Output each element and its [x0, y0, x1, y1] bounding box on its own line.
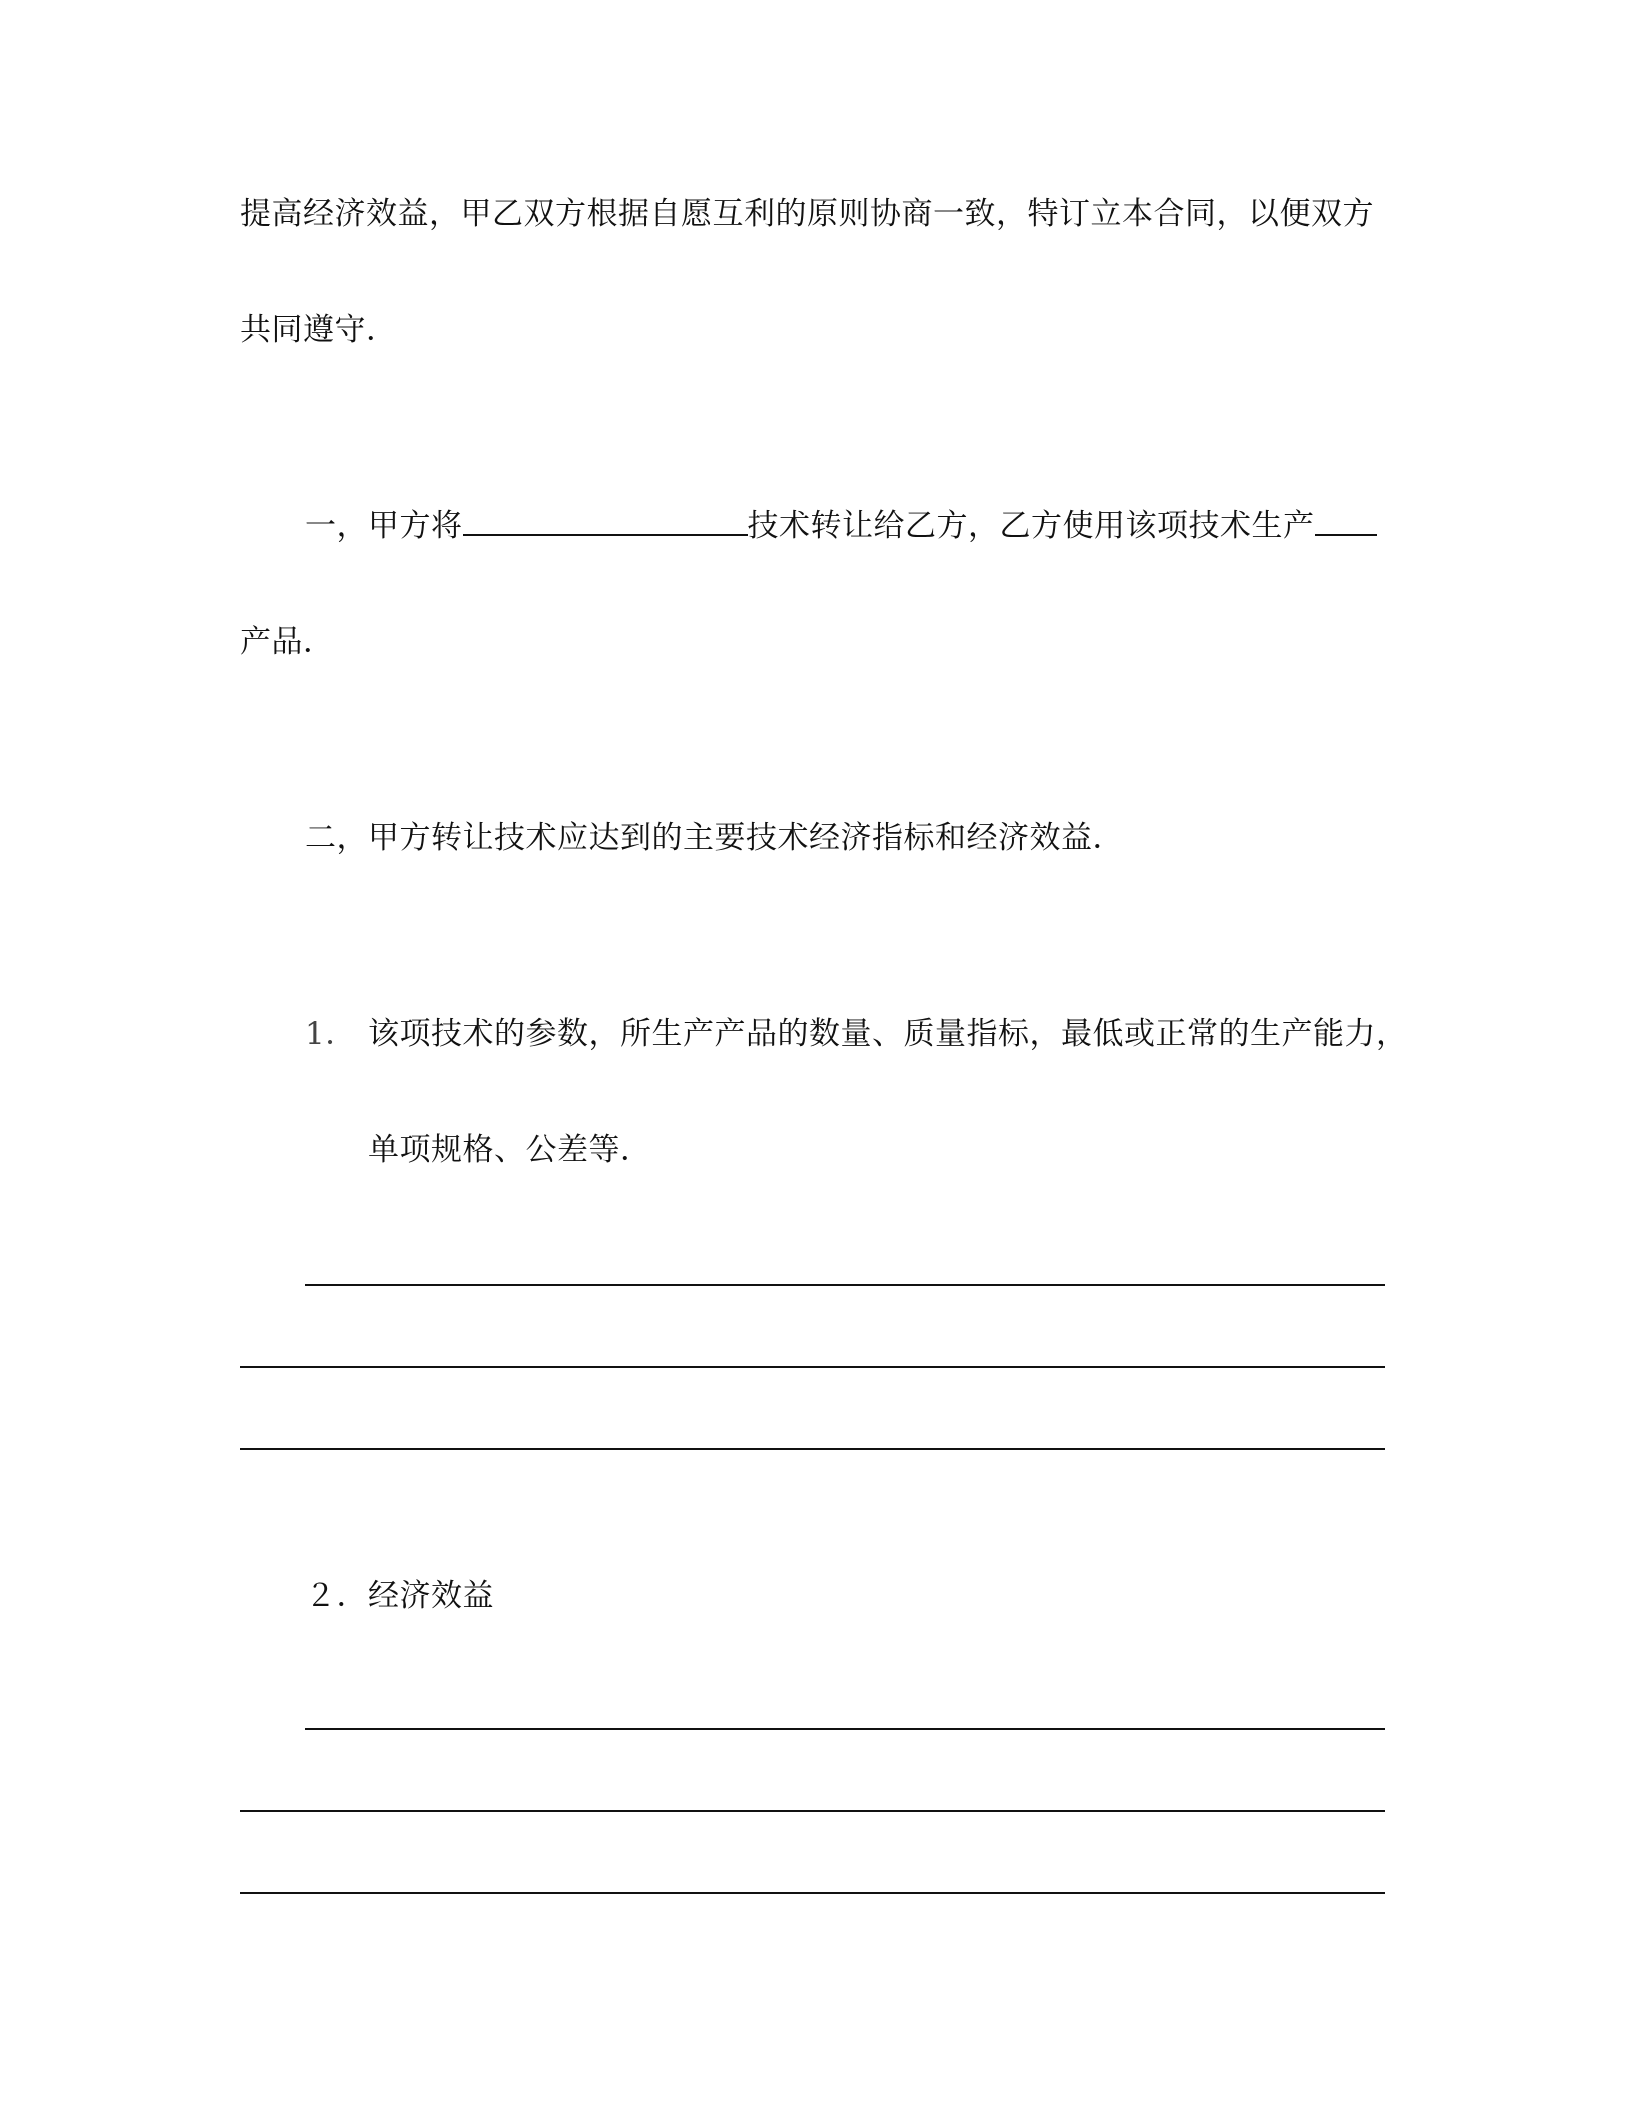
- intro-line-2: 共同遵守．: [240, 312, 398, 348]
- item-2-fill-line-3[interactable]: [240, 1892, 1385, 1894]
- clause-1-prefix: 一，甲方将: [305, 508, 463, 544]
- item-1-fill-line-1[interactable]: [305, 1284, 1385, 1286]
- item-2-fill-line-1[interactable]: [305, 1728, 1385, 1730]
- intro-line-1: 提高经济效益，甲乙双方根据自愿互利的原则协商一致，特订立本合同，以便双方: [240, 196, 1374, 232]
- product-name-blank[interactable]: [1315, 506, 1377, 536]
- item-2-label: 经济效益: [368, 1578, 494, 1614]
- item-1-fill-line-3[interactable]: [240, 1448, 1385, 1450]
- item-1-line-1: 该项技术的参数，所生产产品的数量、质量指标，最低或正常的生产能力，: [368, 1016, 1408, 1052]
- item-1-fill-line-2[interactable]: [240, 1366, 1385, 1368]
- item-1-line-2: 单项规格、公差等．: [368, 1132, 652, 1168]
- item-1-number: 1．: [305, 1016, 357, 1052]
- item-2-fill-line-2[interactable]: [240, 1810, 1385, 1812]
- technology-name-blank[interactable]: [463, 506, 748, 536]
- clause-1-line-2: 产品．: [240, 624, 335, 660]
- clause-1-middle: 技术转让给乙方，乙方使用该项技术生产: [747, 508, 1315, 544]
- clause-1-line-1: [305, 506, 1377, 546]
- item-2-number: ２．: [305, 1578, 368, 1614]
- clause-2-heading: 二，甲方转让技术应达到的主要技术经济指标和经济效益．: [305, 820, 1124, 856]
